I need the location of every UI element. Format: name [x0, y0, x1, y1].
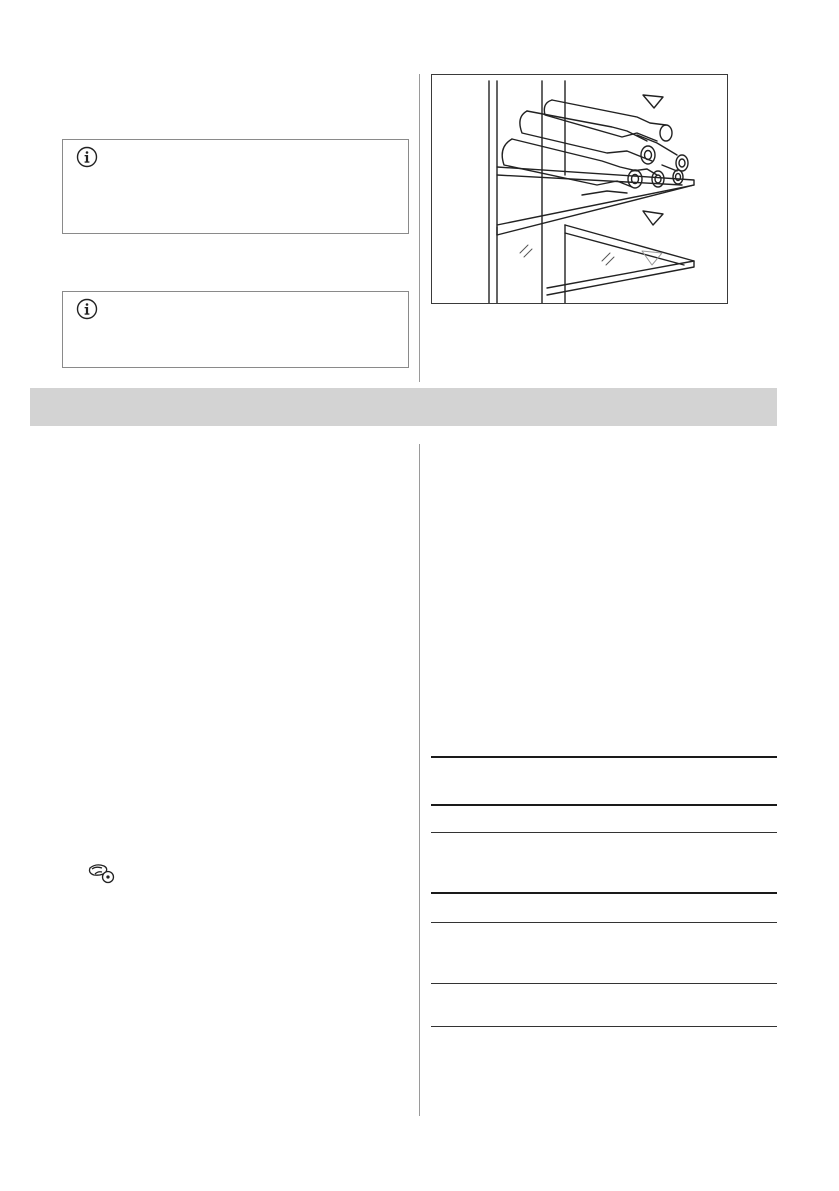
- data-table: [431, 756, 777, 1028]
- section-heading-band: [30, 388, 777, 426]
- info-icon: [76, 146, 98, 168]
- wine-rack-drawing: [432, 75, 727, 303]
- column-divider-top: [419, 74, 420, 382]
- table-row-rule: [431, 983, 777, 984]
- info-note-box-2: [62, 291, 409, 368]
- wine-rack-illustration: [431, 74, 728, 304]
- table-top-rule: [431, 756, 777, 758]
- info-icon: [76, 298, 98, 320]
- table-group-rule: [431, 892, 777, 894]
- table-bottom-rule: [431, 1026, 777, 1027]
- column-divider-bottom: [419, 444, 420, 1116]
- triangle-down-icon: [643, 211, 663, 225]
- info-note-box-1: [62, 139, 409, 234]
- food-symbol-icon: [86, 862, 118, 884]
- triangle-down-icon: [643, 95, 663, 108]
- table-row-rule: [431, 922, 777, 923]
- table-header-rule: [431, 804, 777, 806]
- table-row-rule: [431, 832, 777, 833]
